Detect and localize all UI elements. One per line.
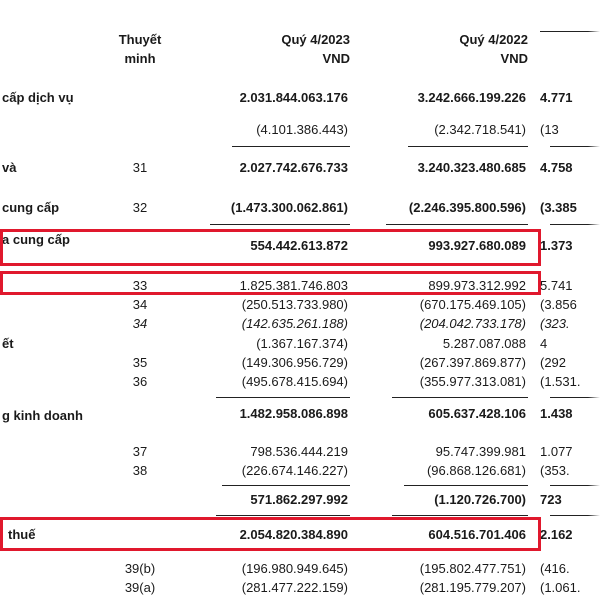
row-label: và <box>2 160 17 175</box>
row-value-col3: (3.856 <box>540 297 577 312</box>
row-value-col3: 723 <box>540 492 562 507</box>
row-value-q4-2023: (495.678.415.694) <box>241 374 348 389</box>
row-value-q4-2022: (267.397.869.877) <box>419 355 526 370</box>
row-value-col3: 4 <box>540 336 548 351</box>
row-value-q4-2023: 1.825.381.746.803 <box>239 278 348 293</box>
highlight-box <box>0 517 541 551</box>
subtotal-rule <box>210 224 350 225</box>
table-row <box>0 314 600 334</box>
row-value-col3: (1.531. <box>540 374 581 389</box>
row-value-col3: (323. <box>540 316 570 331</box>
table-row <box>0 442 600 462</box>
note-header-line2: minh <box>124 51 156 66</box>
table-row <box>0 120 600 140</box>
subtotal-rule <box>408 146 528 147</box>
subtotal-rule <box>216 515 350 516</box>
row-value-q4-2022: 604.516.701.406 <box>428 527 526 542</box>
table-row <box>0 372 600 392</box>
table-row <box>0 559 600 579</box>
row-note: 38 <box>132 463 148 478</box>
row-value-col3: (416. <box>540 561 570 576</box>
row-value-q4-2022: (2.342.718.541) <box>434 122 526 137</box>
row-value-q4-2023: (4.101.386.443) <box>256 122 348 137</box>
row-value-col3: (292 <box>540 355 567 370</box>
row-label: cấp dịch vụ <box>2 90 74 105</box>
row-value-q4-2022: 605.637.428.106 <box>428 406 526 421</box>
table-row <box>0 461 600 481</box>
q4-2022-header-line1: Quý 4/2022 <box>459 32 528 47</box>
q4-2023-column-header <box>200 30 350 68</box>
row-value-q4-2022: 3.242.666.199.226 <box>417 90 526 105</box>
row-note: 32 <box>132 200 148 215</box>
row-note: 36 <box>132 374 148 389</box>
row-value-q4-2022: (204.042.733.178) <box>419 316 526 331</box>
q4-2022-column-header <box>380 30 528 68</box>
row-value-q4-2023: (226.674.146.227) <box>241 463 348 478</box>
row-value-q4-2022: 5.287.087.088 <box>442 336 526 351</box>
table-row <box>0 198 600 218</box>
row-label: thuế <box>8 527 36 542</box>
row-value-q4-2022: (1.120.726.700) <box>434 492 526 507</box>
subtotal-rule <box>404 485 528 486</box>
q4-2023-header-line1: Quý 4/2023 <box>281 32 350 47</box>
subtotal-rule <box>392 397 528 398</box>
row-note: 37 <box>132 444 148 459</box>
row-value-q4-2022: (195.802.477.751) <box>419 561 526 576</box>
row-value-q4-2023: 2.031.844.063.176 <box>239 90 348 105</box>
row-value-q4-2023: (281.477.222.159) <box>241 580 348 595</box>
subtotal-rule <box>222 485 350 486</box>
row-value-q4-2023: 571.862.297.992 <box>250 492 348 507</box>
row-note: 35 <box>132 355 148 370</box>
table-row <box>0 578 600 598</box>
table-row <box>0 353 600 373</box>
row-value-q4-2022: (355.977.313.081) <box>419 374 526 389</box>
row-value-q4-2023: (196.980.949.645) <box>241 561 348 576</box>
row-value-col3: 1.373 <box>540 238 573 253</box>
subtotal-rule <box>392 515 528 516</box>
row-value-q4-2022: (670.175.469.105) <box>419 297 526 312</box>
row-value-col3: (3.385 <box>540 200 577 215</box>
subtotal-rule <box>232 146 350 147</box>
row-value-col3: 1.438 <box>540 406 573 421</box>
row-value-q4-2023: (1.367.167.374) <box>256 336 348 351</box>
row-value-col3: 4.758 <box>540 160 573 175</box>
row-value-q4-2023: (1.473.300.062.861) <box>230 200 348 215</box>
row-value-q4-2022: (96.868.126.681) <box>426 463 526 478</box>
subtotal-rule <box>386 224 528 225</box>
row-value-q4-2022: 95.747.399.981 <box>435 444 526 459</box>
row-label: ết <box>2 336 14 351</box>
row-value-q4-2022: (281.195.779.207) <box>419 580 526 595</box>
row-note: 39(a) <box>124 580 156 595</box>
subtotal-rule <box>216 397 350 398</box>
row-value-q4-2022: 899.973.312.992 <box>428 278 526 293</box>
row-note: 31 <box>132 160 148 175</box>
row-value-col3: (353. <box>540 463 570 478</box>
row-value-q4-2023: 2.054.820.384.890 <box>239 527 348 542</box>
row-value-q4-2022: 993.927.680.089 <box>428 238 526 253</box>
row-value-q4-2023: (250.513.733.980) <box>241 297 348 312</box>
table-row <box>0 334 600 354</box>
row-note: 34 <box>132 316 148 331</box>
row-note: 34 <box>132 297 148 312</box>
row-label: a cung cấp <box>2 232 70 247</box>
row-value-col3: 4.771 <box>540 90 573 105</box>
row-value-q4-2022: 3.240.323.480.685 <box>417 160 526 175</box>
row-value-col3: 1.077 <box>540 444 573 459</box>
highlight-box <box>0 229 541 266</box>
row-value-q4-2023: 1.482.958.086.898 <box>239 406 348 421</box>
highlight-box <box>0 271 541 295</box>
q4-2022-header-line2: VND <box>500 51 528 66</box>
row-value-q4-2023: 2.027.742.676.733 <box>239 160 348 175</box>
row-value-q4-2023: (142.635.261.188) <box>241 316 348 331</box>
table-row <box>0 295 600 315</box>
table-row <box>0 88 600 108</box>
row-label: g kinh doanh <box>2 408 83 423</box>
row-value-col3: 5.741 <box>540 278 573 293</box>
row-value-q4-2023: 554.442.613.872 <box>250 238 348 253</box>
row-value-q4-2023: 798.536.444.219 <box>250 444 348 459</box>
table-row <box>0 490 600 510</box>
q4-2023-header-line2: VND <box>322 51 350 66</box>
row-note: 39(b) <box>124 561 156 576</box>
note-header-line1: Thuyết <box>118 32 162 47</box>
row-value-q4-2022: (2.246.395.800.596) <box>408 200 526 215</box>
note-column-header <box>110 30 170 68</box>
row-value-col3: (1.061. <box>540 580 581 595</box>
row-value-col3: 2.162 <box>540 527 573 542</box>
table-row <box>0 404 600 424</box>
row-note: 33 <box>132 278 148 293</box>
table-row <box>0 158 600 178</box>
row-value-col3: (13 <box>540 122 559 137</box>
page-edge-fade <box>588 0 600 600</box>
row-value-q4-2023: (149.306.956.729) <box>241 355 348 370</box>
row-label: cung cấp <box>2 200 60 215</box>
